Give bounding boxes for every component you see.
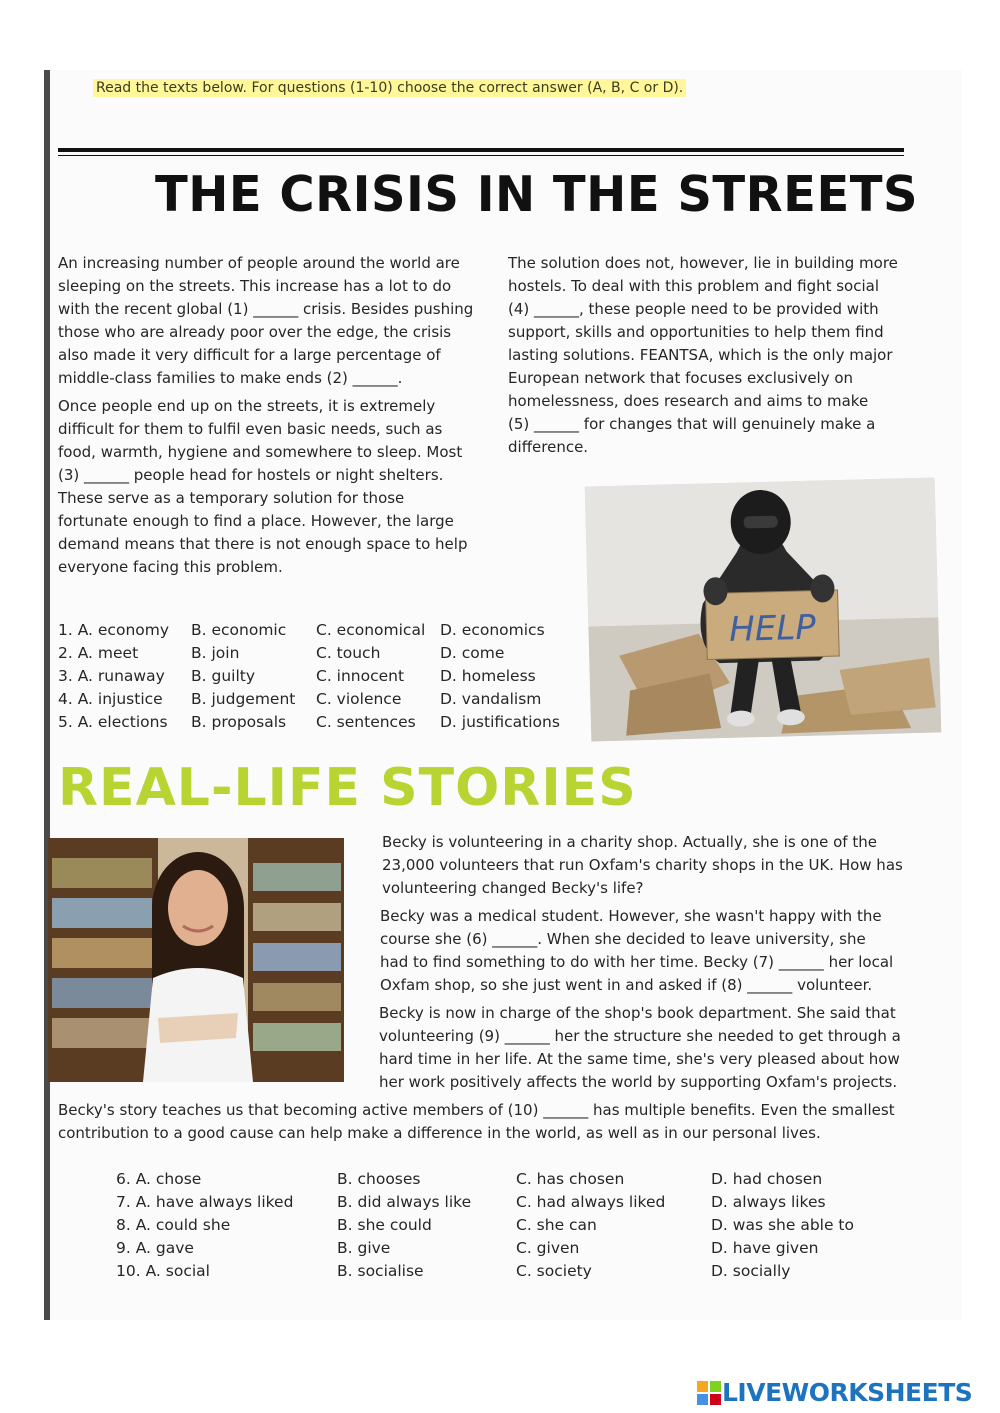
article1-right-paragraph bbox=[508, 252, 928, 459]
text-line: homelessness, does research and aims to make bbox=[508, 392, 869, 410]
homeless-person-photo bbox=[585, 477, 942, 741]
option-c[interactable]: C. had always liked bbox=[516, 1193, 666, 1211]
liveworksheets-logo-icon bbox=[697, 1381, 721, 1405]
question-row bbox=[58, 690, 578, 713]
option-b[interactable]: B. guilty bbox=[191, 667, 256, 685]
article2-paragraph-4 bbox=[58, 1099, 958, 1145]
text-line: (3) ______ people head for hostels or night shelters. bbox=[58, 466, 444, 484]
becky-photo bbox=[48, 838, 344, 1082]
option-c[interactable]: C. society bbox=[516, 1262, 592, 1280]
becky-illustration bbox=[48, 838, 344, 1082]
article2-paragraph-2 bbox=[380, 905, 940, 997]
question-row bbox=[116, 1262, 876, 1285]
option-c[interactable]: C. has chosen bbox=[516, 1170, 625, 1188]
article2-paragraph-3 bbox=[379, 1002, 939, 1094]
title-rule-thin bbox=[58, 155, 904, 156]
title-rule bbox=[58, 148, 904, 152]
text-line: fortunate enough to find a place. However, the large bbox=[58, 512, 454, 530]
text-line: volunteering (9) ______ her the structure she needed to get through a bbox=[379, 1027, 901, 1045]
option-c[interactable]: C. innocent bbox=[316, 667, 405, 685]
question-row bbox=[58, 644, 578, 667]
option-c[interactable]: C. she can bbox=[516, 1216, 597, 1234]
text-line: (4) ______, these people need to be provided with bbox=[508, 300, 879, 318]
option-a[interactable]: 2. A. meet bbox=[58, 644, 139, 662]
text-line: with the recent global (1) ______ crisis. Besides pushing bbox=[58, 300, 474, 318]
text-line: An increasing number of people around the world are bbox=[58, 254, 460, 272]
text-line: volunteering changed Becky's life? bbox=[382, 879, 644, 897]
question-row bbox=[116, 1193, 876, 1216]
option-d[interactable]: D. come bbox=[440, 644, 505, 662]
text-line: everyone facing this problem. bbox=[58, 558, 283, 576]
article1-left-paragraph-1 bbox=[58, 252, 488, 390]
option-b[interactable]: B. chooses bbox=[337, 1170, 421, 1188]
text-line: European network that focuses exclusively on bbox=[508, 369, 854, 387]
text-line: These serve as a temporary solution for those bbox=[58, 489, 405, 507]
article1-title: THE CRISIS IN THE STREETS bbox=[155, 166, 919, 223]
option-d[interactable]: D. economics bbox=[440, 621, 545, 639]
homeless-person-illustration bbox=[585, 477, 942, 741]
option-a[interactable]: 5. A. elections bbox=[58, 713, 168, 731]
options-6-10 bbox=[116, 1170, 876, 1285]
text-line: difference. bbox=[508, 438, 589, 456]
option-b[interactable]: B. give bbox=[337, 1239, 391, 1257]
text-line: Becky was a medical student. However, she wasn't happy with the bbox=[380, 907, 882, 925]
option-b[interactable]: B. she could bbox=[337, 1216, 432, 1234]
text-line: (5) ______ for changes that will genuinely make a bbox=[508, 415, 876, 433]
option-d[interactable]: D. homeless bbox=[440, 667, 536, 685]
option-b[interactable]: B. socialise bbox=[337, 1262, 424, 1280]
option-d[interactable]: D. was she able to bbox=[711, 1216, 854, 1234]
question-row bbox=[58, 667, 578, 690]
text-line: hard time in her life. At the same time, she's very pleased about how bbox=[379, 1050, 900, 1068]
option-b[interactable]: B. join bbox=[191, 644, 240, 662]
text-line: difficult for them to fulfil even basic needs, such as bbox=[58, 420, 443, 438]
question-row bbox=[58, 713, 578, 736]
option-a[interactable]: 4. A. injustice bbox=[58, 690, 163, 708]
question-row bbox=[116, 1216, 876, 1239]
option-d[interactable]: D. vandalism bbox=[440, 690, 542, 708]
question-row bbox=[116, 1170, 876, 1193]
text-line: food, warmth, hygiene and somewhere to sleep. Most bbox=[58, 443, 463, 461]
text-line: those who are already poor over the edge, the crisis bbox=[58, 323, 452, 341]
option-c[interactable]: C. economical bbox=[316, 621, 426, 639]
text-line: contribution to a good cause can help make a difference in the world, as well as in our personal lives. bbox=[58, 1124, 821, 1142]
option-b[interactable]: B. did always like bbox=[337, 1193, 472, 1211]
text-line: course she (6) ______. When she decided to leave university, she bbox=[380, 930, 866, 948]
option-a[interactable]: 9. A. gave bbox=[116, 1239, 194, 1257]
option-a[interactable]: 6. A. chose bbox=[116, 1170, 202, 1188]
text-line: Becky is volunteering in a charity shop. Actually, she is one of the bbox=[382, 833, 877, 851]
option-b[interactable]: B. economic bbox=[191, 621, 287, 639]
option-d[interactable]: D. always likes bbox=[711, 1193, 826, 1211]
option-a[interactable]: 7. A. have always liked bbox=[116, 1193, 294, 1211]
text-line: 23,000 volunteers that run Oxfam's charity shops in the UK. How has bbox=[382, 856, 903, 874]
question-row bbox=[116, 1239, 876, 1262]
text-line: hostels. To deal with this problem and fight social bbox=[508, 277, 880, 295]
text-line: her work positively affects the world by supporting Oxfam's projects. bbox=[379, 1073, 898, 1091]
option-d[interactable]: D. had chosen bbox=[711, 1170, 823, 1188]
text-line: also made it very difficult for a large percentage of bbox=[58, 346, 441, 364]
text-line: support, skills and opportunities to help them find bbox=[508, 323, 884, 341]
text-line: Once people end up on the streets, it is extremely bbox=[58, 397, 436, 415]
option-a[interactable]: 8. A. could she bbox=[116, 1216, 231, 1234]
option-a[interactable]: 10. A. social bbox=[116, 1262, 210, 1280]
option-c[interactable]: C. given bbox=[516, 1239, 580, 1257]
article2-intro bbox=[382, 831, 942, 900]
option-b[interactable]: B. judgement bbox=[191, 690, 296, 708]
article2-title: REAL-LIFE STORIES bbox=[58, 758, 637, 818]
option-a[interactable]: 3. A. runaway bbox=[58, 667, 165, 685]
help-sign-text: HELP bbox=[728, 607, 817, 650]
text-line: sleeping on the streets. This increase has a lot to do bbox=[58, 277, 452, 295]
text-line: The solution does not, however, lie in building more bbox=[508, 254, 898, 272]
text-line: middle-class families to make ends (2) ______. bbox=[58, 369, 403, 387]
option-d[interactable]: D. have given bbox=[711, 1239, 819, 1257]
option-c[interactable]: C. touch bbox=[316, 644, 381, 662]
text-line: Becky is now in charge of the shop's book department. She said that bbox=[379, 1004, 896, 1022]
option-b[interactable]: B. proposals bbox=[191, 713, 287, 731]
text-line: lasting solutions. FEANTSA, which is the only major bbox=[508, 346, 893, 364]
text-line: Oxfam shop, so she just went in and asked if (8) ______ volunteer. bbox=[380, 976, 873, 994]
option-d[interactable]: D. justifications bbox=[440, 713, 560, 731]
question-row bbox=[58, 621, 578, 644]
text-line: Becky's story teaches us that becoming active members of (10) ______ has multiple benefits. Even the smallest bbox=[58, 1101, 895, 1119]
text-line: had to find something to do with her time. Becky (7) ______ her local bbox=[380, 953, 894, 971]
option-a[interactable]: 1. A. economy bbox=[58, 621, 170, 639]
liveworksheets-logo-text: LIVEWORKSHEETS bbox=[722, 1378, 973, 1407]
instruction-text: Read the texts below. For questions (1-10) choose the correct answer (A, B, C or D). bbox=[93, 79, 686, 97]
option-c[interactable]: C. sentences bbox=[316, 713, 416, 731]
options-1-5 bbox=[58, 621, 578, 736]
text-line: demand means that there is not enough space to help bbox=[58, 535, 468, 553]
option-c[interactable]: C. violence bbox=[316, 690, 402, 708]
article1-left-paragraph-2 bbox=[58, 395, 488, 579]
option-d[interactable]: D. socially bbox=[711, 1262, 791, 1280]
